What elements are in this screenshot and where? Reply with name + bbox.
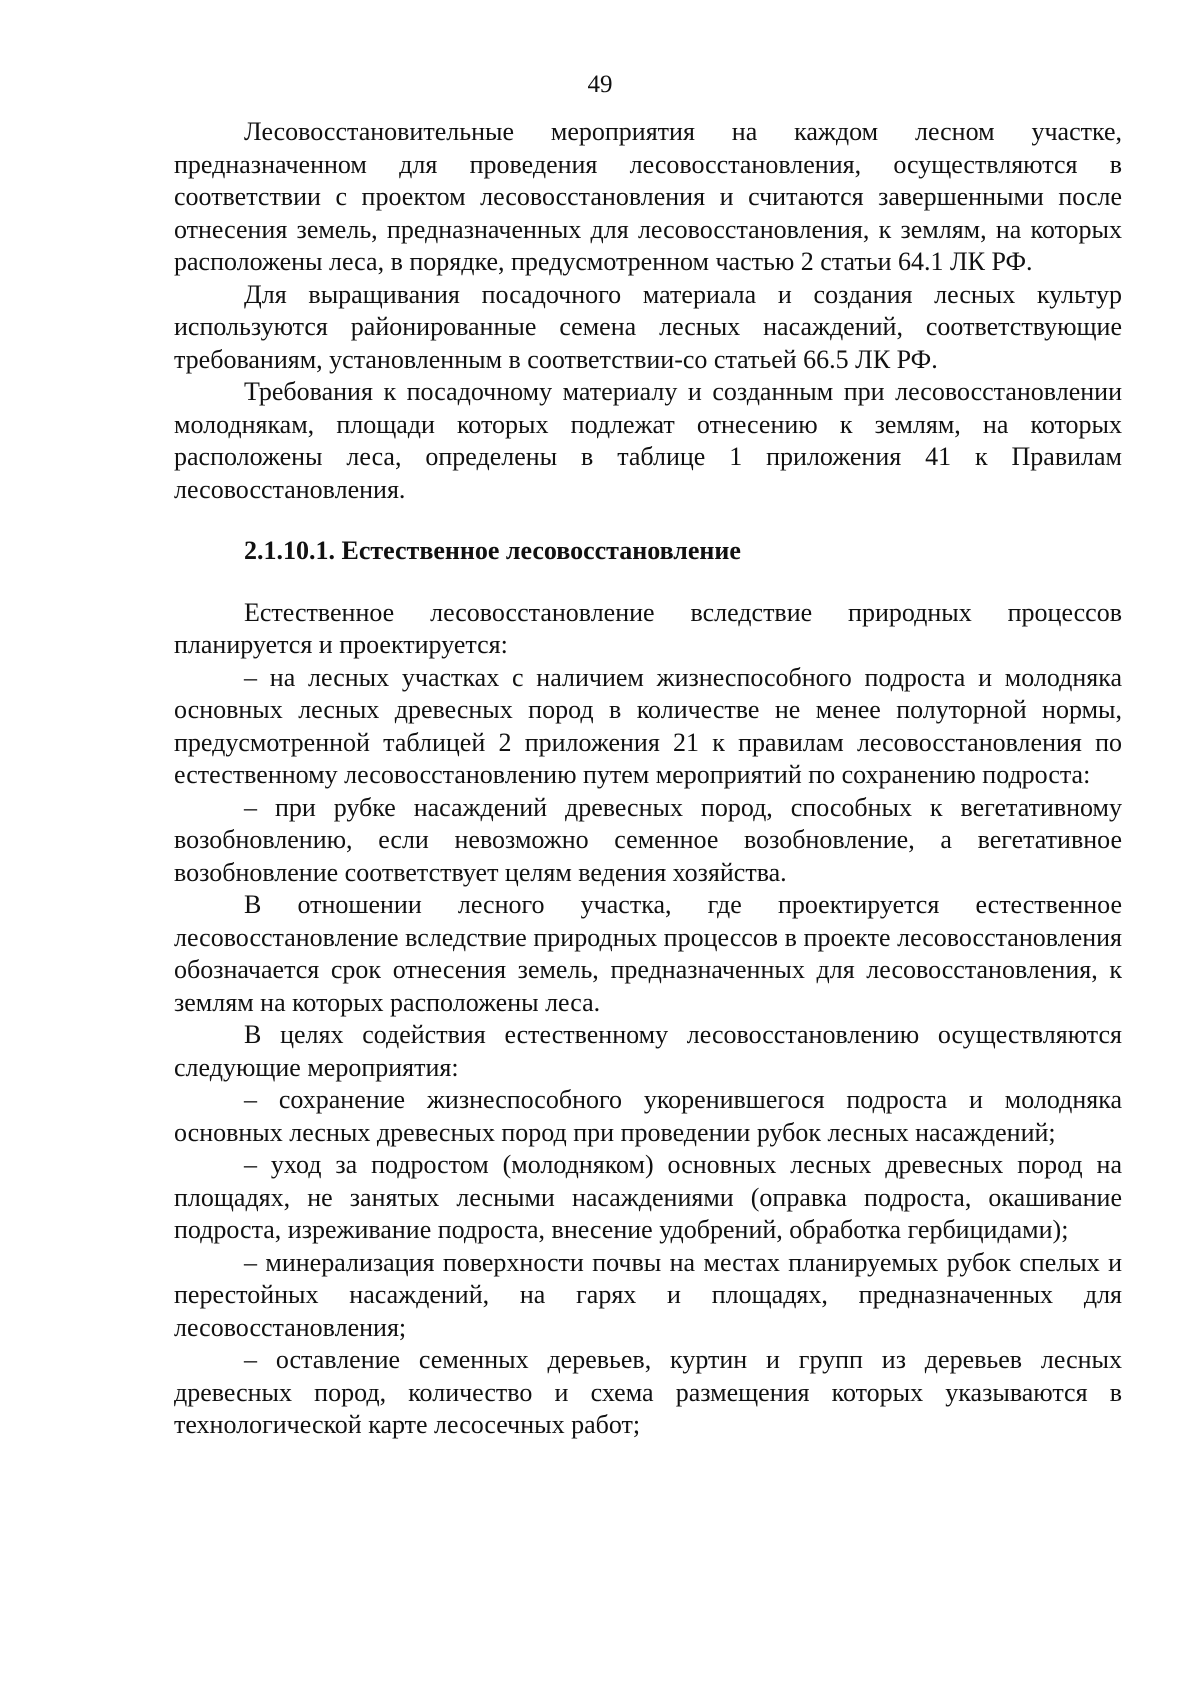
paragraph: Требования к посадочному материалу и созданным при лесовосстановлении молоднякам, площади которых подлежат отнесению к землям, на которых расположены леса, определены в таблице 1 приложения 41 к Правилам лесовосстановления. bbox=[174, 377, 1122, 504]
paragraph: Лесовосстановительные мероприятия на каждом лесном участке, предназначенном для проведения лесовосстановления, осуществляются в соответствии с проектом лесовосстановления и считаются завершенными после отнесения земель, предназначенных для лесовосстановления, к землям, на которых расположены леса, в порядке, предусмотренном частью 2 статьи 64.1 ЛК РФ. bbox=[174, 117, 1122, 276]
list-item: – на лесных участках с наличием жизнеспособного подроста и молодняка основных лесных древесных пород в количестве не менее полуторной нормы, предусмотренной таблицей 2 приложения 21 к правилам лесовосстановления по естественному лесовосстановлению путем мероприятий по сохранению подроста: bbox=[174, 662, 1122, 789]
list-item: – оставление семенных деревьев, куртин и групп из деревьев лесных древесных пород, количество и схема размещения которых указываются в технологической карте лесосечных работ; bbox=[174, 1345, 1122, 1439]
section-heading: 2.1.10.1. Естественное лесовосстановление bbox=[244, 536, 741, 565]
paragraph: В отношении лесного участка, где проектируется естественное лесовосстановление вследствие природных процессов в проекте лесовосстановления обозначается срок отнесения земель, предназначенных для лесовосстановления, к землям на которых расположены леса. bbox=[174, 890, 1122, 1017]
paragraph: Для выращивания посадочного материала и создания лесных культур используются районированные семена лесных насаждений, соответствующие требованиям, установленным в соответствии-со статьей 66.5 ЛК РФ. bbox=[174, 279, 1122, 374]
paragraph: Естественное лесовосстановление вследствие природных процессов планируется и проектируется: bbox=[174, 597, 1122, 659]
paragraph: В целях содействия естественному лесовосстановлению осуществляются следующие мероприятия: bbox=[174, 1020, 1122, 1082]
list-item: – минерализация поверхности почвы на местах планируемых рубок спелых и перестойных насаждений, на гарях и площадях, предназначенных для лесовосстановления; bbox=[174, 1247, 1122, 1342]
page-number: 49 bbox=[587, 71, 613, 98]
page-body bbox=[174, 116, 1122, 1442]
list-item: – при рубке насаждений древесных пород, способных к вегетативному возобновлению, если невозможно семенное возобновление, а вегетативное возобновление соответствует целям ведения хозяйства. bbox=[174, 792, 1122, 887]
list-item: – уход за подростом (молодняком) основных лесных древесных пород на площадях, не занятых лесными насаждениями (оправка подроста, окашивание подроста, изреживание подроста, внесение удобрений, обработка гербицидами); bbox=[174, 1150, 1122, 1244]
list-item: – сохранение жизнеспособного укоренившегося подроста и молодняка основных лесных древесных пород при проведении рубок лесных насаждений; bbox=[174, 1085, 1122, 1147]
